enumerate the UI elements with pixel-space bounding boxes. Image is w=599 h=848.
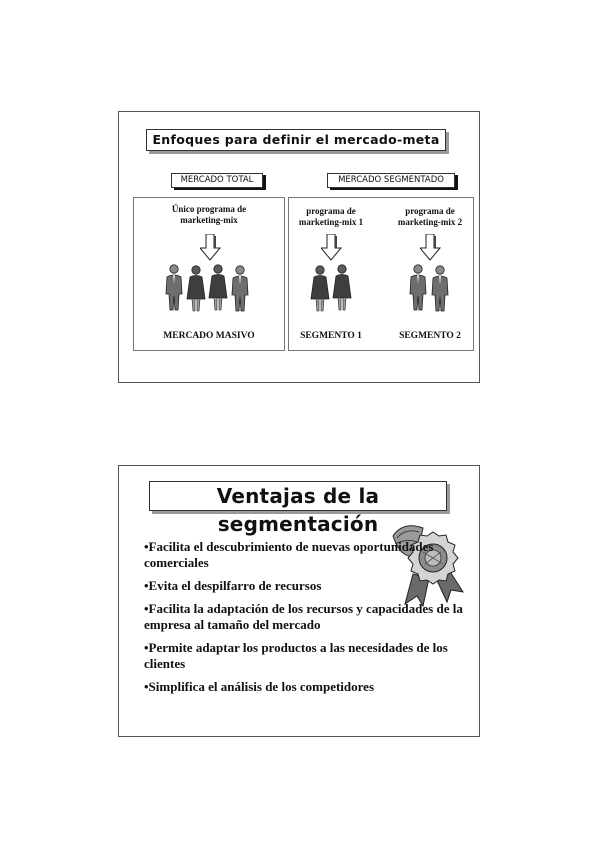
segment2-people-icon <box>406 264 454 312</box>
down-arrow-icon <box>200 234 222 262</box>
label-segmento-2: SEGMENTO 2 <box>399 331 461 341</box>
bullet-list <box>144 539 464 702</box>
panel-mercado-total <box>133 197 285 351</box>
slide-enfoques <box>118 111 480 383</box>
caption-line: marketing-mix <box>180 215 238 225</box>
bullet-item: •Facilita la adaptación de los recursos y capacidades de la empresa al tamaño del mercado <box>144 601 463 632</box>
panel-mercado-segmentado <box>288 197 474 351</box>
bullet-item: •Simplifica el análisis de los competidores <box>144 679 375 694</box>
caption-line: programa de <box>306 206 356 216</box>
label-segmento-1: SEGMENTO 1 <box>300 331 362 341</box>
caption-line: programa de <box>405 206 455 216</box>
caption-line: Único programa de <box>171 204 247 214</box>
segment1-people-icon <box>308 264 356 312</box>
caption-line: marketing-mix 1 <box>298 217 364 227</box>
bullet-item: •Facilita el descubrimiento de nuevas oportunidades comerciales <box>144 539 434 570</box>
down-arrow-icon <box>420 234 442 262</box>
caption-line: marketing-mix 2 <box>397 217 463 227</box>
caption-programa-2 <box>390 206 470 228</box>
tag-mercado-total: MERCADO TOTAL <box>171 173 263 188</box>
down-arrow-icon <box>321 234 343 262</box>
slide-ventajas <box>118 465 480 737</box>
bullet-item: •Evita el despilfarro de recursos <box>144 578 322 593</box>
bullet-item: •Permite adaptar los productos a las necesidades de los clientes <box>144 640 448 671</box>
caption-unico-programa <box>134 204 284 226</box>
slide-title: Enfoques para definir el mercado-meta <box>146 129 446 151</box>
people-group-icon <box>164 264 256 312</box>
slide-title: Ventajas de la segmentación <box>149 481 447 511</box>
label-mercado-masivo: MERCADO MASIVO <box>163 331 255 341</box>
caption-programa-1 <box>291 206 371 228</box>
tag-mercado-segmentado: MERCADO SEGMENTADO <box>327 173 455 188</box>
